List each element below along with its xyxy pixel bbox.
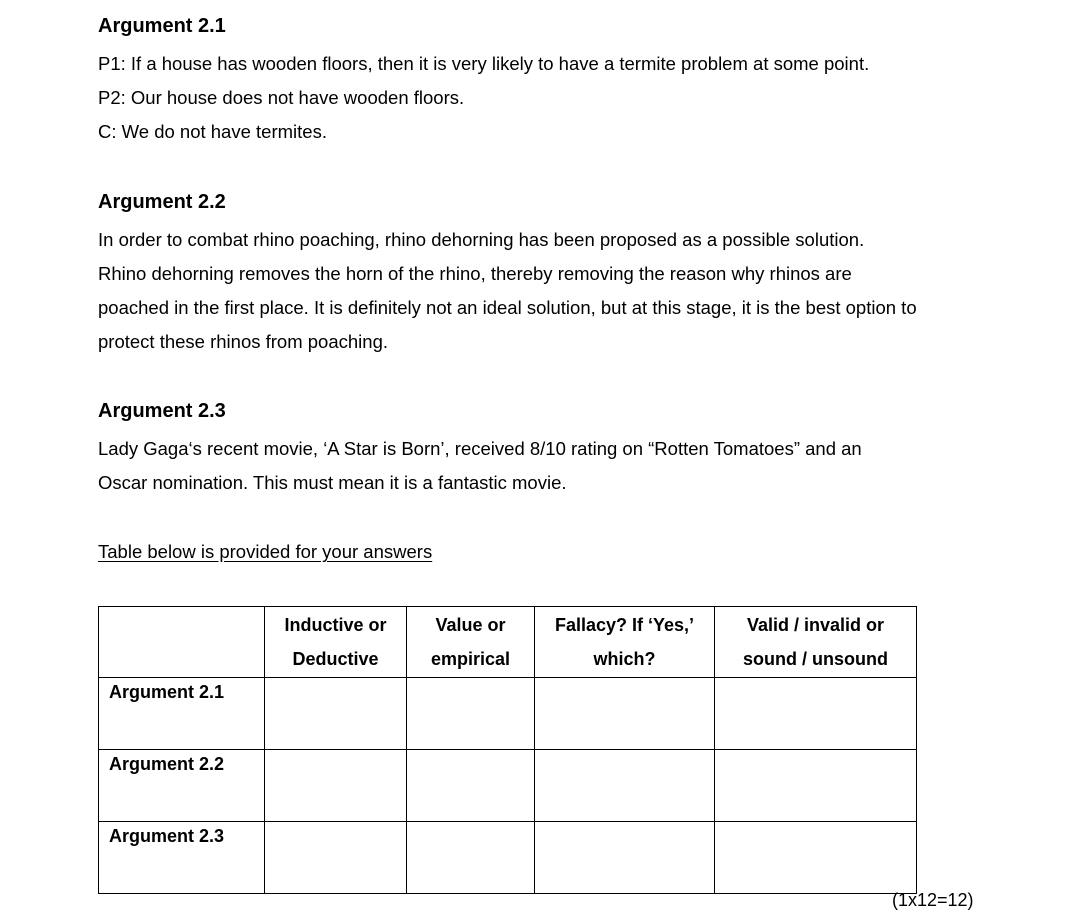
header-line: Valid / invalid or — [746, 615, 885, 635]
argument-2-2-heading: Argument 2.2 — [98, 191, 226, 213]
answer-cell[interactable] — [407, 822, 535, 894]
table-header-row — [99, 607, 917, 678]
answer-cell[interactable] — [715, 750, 917, 822]
header-line: Value or — [435, 615, 506, 635]
answer-cell[interactable] — [535, 822, 715, 894]
header-line: sound / unsound — [743, 649, 888, 669]
marks-allocation: (1x12=12) — [892, 890, 974, 910]
table-intro: Table below is provided for your answers — [98, 541, 433, 562]
answer-cell[interactable] — [715, 822, 917, 894]
header-inductive-deductive — [265, 607, 407, 678]
argument-2-1-premise-2: P2: Our house does not have wooden floors. — [98, 87, 465, 108]
argument-2-2-line: poached in the first place. It is definitely not an ideal solution, but at this stage, it is the best option to — [98, 297, 917, 318]
answer-cell[interactable] — [407, 750, 535, 822]
header-line: which? — [593, 649, 656, 669]
header-line: empirical — [430, 649, 511, 669]
argument-2-3-line: Lady Gaga‘s recent movie, ‘A Star is Born’, received 8/10 rating on “Rotten Tomatoes” and an — [98, 438, 862, 459]
row-label-argument-2-1: Argument 2.1 — [99, 678, 265, 750]
argument-2-3-heading: Argument 2.3 — [98, 400, 226, 422]
row-label-argument-2-2: Argument 2.2 — [99, 750, 265, 822]
answer-cell[interactable] — [265, 750, 407, 822]
table-row — [99, 678, 917, 750]
header-line: Inductive or — [284, 615, 387, 635]
row-label-argument-2-3: Argument 2.3 — [99, 822, 265, 894]
argument-2-2-line: In order to combat rhino poaching, rhino dehorning has been proposed as a possible solution. — [98, 229, 865, 250]
header-line: Fallacy? If ‘Yes,’ — [554, 615, 695, 635]
table-row — [99, 750, 917, 822]
header-line: Deductive — [292, 649, 379, 669]
answer-table — [98, 606, 917, 894]
answer-cell[interactable] — [265, 822, 407, 894]
table-row — [99, 822, 917, 894]
header-cell-empty — [99, 607, 265, 678]
answer-cell[interactable] — [407, 678, 535, 750]
answer-cell[interactable] — [715, 678, 917, 750]
header-valid-sound — [715, 607, 917, 678]
answer-cell[interactable] — [265, 678, 407, 750]
argument-2-1-conclusion: C: We do not have termites. — [98, 121, 327, 142]
argument-2-2-line: protect these rhinos from poaching. — [98, 331, 388, 352]
argument-2-3-line: Oscar nomination. This must mean it is a fantastic movie. — [98, 472, 567, 493]
argument-2-1-heading: Argument 2.1 — [98, 15, 226, 37]
answer-cell[interactable] — [535, 678, 715, 750]
header-fallacy — [535, 607, 715, 678]
answer-cell[interactable] — [535, 750, 715, 822]
argument-2-2-line: Rhino dehorning removes the horn of the rhino, thereby removing the reason why rhinos are — [98, 263, 852, 284]
argument-2-1-premise-1: P1: If a house has wooden floors, then it is very likely to have a termite problem at some point. — [98, 53, 870, 74]
header-value-empirical — [407, 607, 535, 678]
